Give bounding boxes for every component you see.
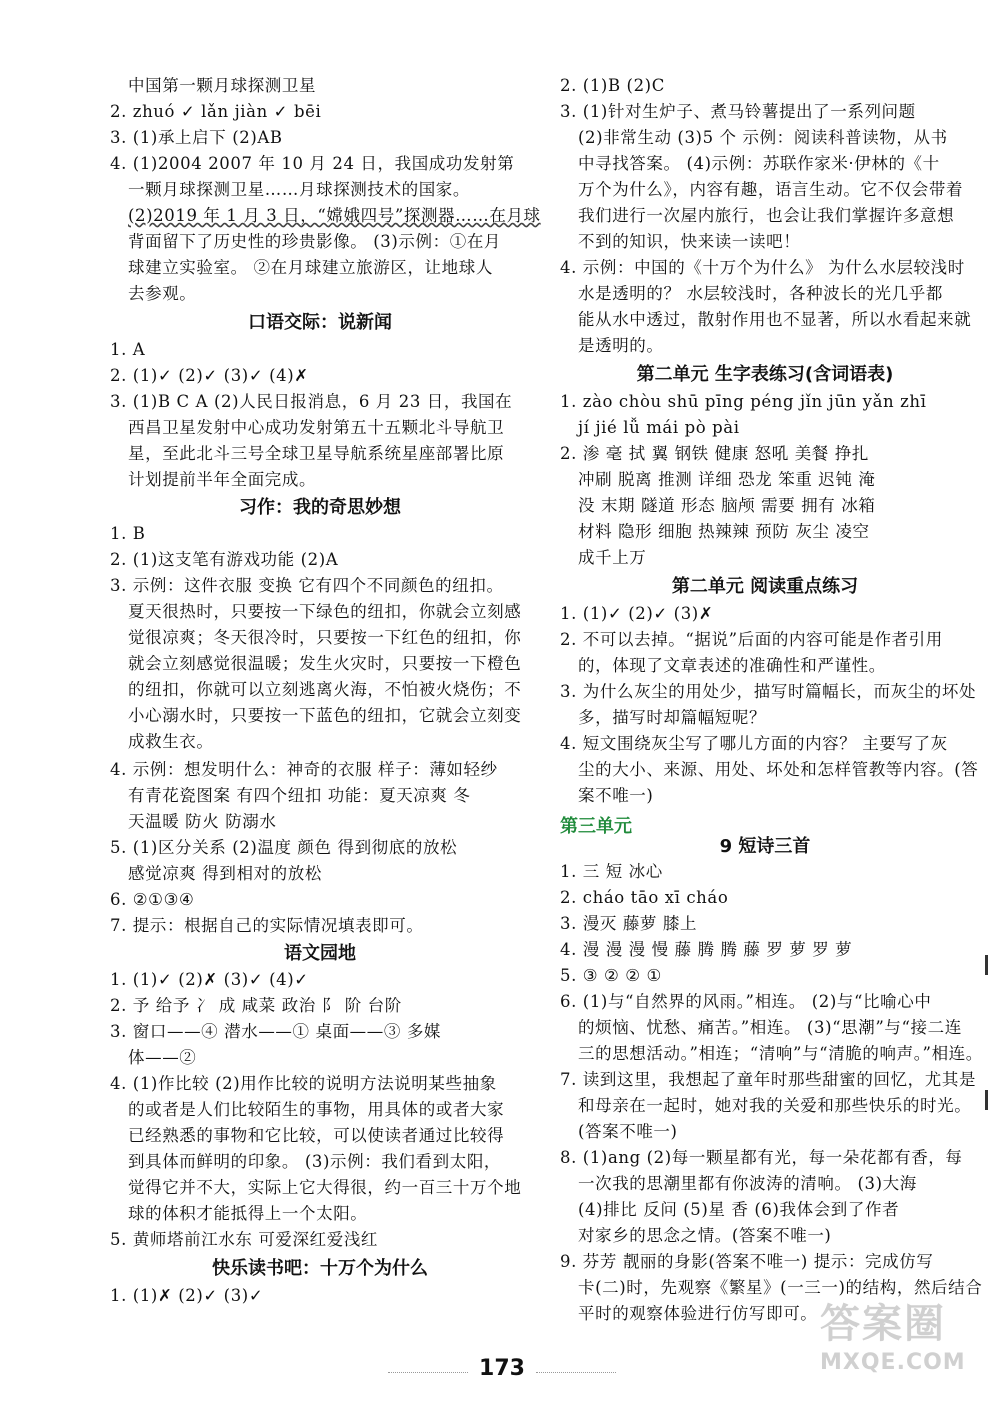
text-line: 是透明的。 bbox=[578, 336, 664, 355]
text-line: 去参观。 bbox=[128, 284, 197, 303]
text-line: 2. (1)B (2)C bbox=[560, 76, 665, 95]
text-line: 觉得它并不大，实际上它大得很，约一百三十万个地 bbox=[128, 1178, 522, 1197]
text-line: 不到的知识，快来读一读吧！ bbox=[578, 232, 801, 251]
text-line: 和母亲在一起时，她对我的关爱和那些快乐的时光。 bbox=[578, 1096, 972, 1115]
binding-mark bbox=[985, 1090, 988, 1110]
text-line: 8. (1)ang (2)每一颗星都有光，每一朵花都有香，每 bbox=[560, 1148, 963, 1167]
text-line: 3. 示例：这件衣服 变换 它有四个不同颜色的纽扣。 bbox=[110, 576, 504, 595]
text-line: 计划提前半年全面完成。 bbox=[128, 470, 317, 489]
text-line: 1. A bbox=[110, 340, 146, 359]
section-heading: 9 短诗三首 bbox=[719, 836, 811, 857]
text-line: 没 末期 隧道 形态 脑颅 需要 拥有 冰箱 bbox=[578, 496, 876, 515]
text-line: 夏天很热时，只要按一下绿色的纽扣，你就会立刻感 bbox=[128, 602, 522, 621]
text-line: 西昌卫星发射中心成功发射第五十五颗北斗导航卫 bbox=[128, 418, 505, 437]
text-line: 3. (1)针对生炉子、煮马铃薯提出了一系列问题 bbox=[560, 102, 916, 121]
text-line: 5. (1)区分关系 (2)温度 颜色 得到彻底的放松 bbox=[110, 838, 458, 857]
text-line: 万个为什么》，内容有趣，语言生动。它不仅会带着 bbox=[578, 180, 964, 199]
text-line: 7. 读到这里，我想起了童年时那些甜蜜的回忆，尤其是 bbox=[560, 1070, 977, 1089]
watermark-url: MXQE.COM bbox=[820, 1350, 966, 1375]
text-line: 有青花瓷图案 有四个纽扣 功能：夏天凉爽 冬 bbox=[128, 786, 471, 805]
text-line: 一颗月球探测卫星……月球探测技术的国家。 bbox=[128, 180, 470, 199]
text-line: 4. 示例：想发明什么：神奇的衣服 样子：薄如轻纱 bbox=[110, 760, 498, 779]
text-line: 9. 芬芳 靓丽的身影(答案不唯一) 提示：完成仿写 bbox=[560, 1252, 934, 1271]
text-line: 1. (1)✓ (2)✗ (3)✓ (4)✓ bbox=[110, 970, 309, 989]
text-line: 球的体积才能抵得上一个太阳。 bbox=[128, 1204, 368, 1223]
text-line: 就会立刻感觉很温暖；发生火灾时，只要按一下橙色 bbox=[128, 654, 522, 673]
text-line: 3. 漫灭 藤萝 膝上 bbox=[560, 914, 698, 933]
text-line: 的纽扣，你就可以立刻逃离火海，不怕被火烧伤；不 bbox=[128, 680, 522, 699]
text-line: 案不唯一) bbox=[578, 786, 654, 805]
text-line: 觉很凉爽；冬天很冷时，只要按一下红色的纽扣，你 bbox=[128, 628, 522, 647]
text-line: (答案不唯一) bbox=[578, 1122, 678, 1141]
text-line: 1. (1)✓ (2)✓ (3)✗ bbox=[560, 604, 714, 623]
text-line: 的或者是人们比较陌生的事物，用具体的或者大家 bbox=[128, 1100, 505, 1119]
text-line: 2. cháo tāo xī cháo bbox=[560, 888, 729, 907]
text-line: 成救生衣。 bbox=[128, 732, 214, 751]
text-line: 天温暖 防火 防溺水 bbox=[128, 812, 277, 831]
text-line: 2. (1)✓ (2)✓ (3)✓ (4)✗ bbox=[110, 366, 309, 385]
watermark-logo-text: 答案圈 bbox=[820, 1301, 946, 1347]
text-line: 平时的观察体验进行仿写即可。 bbox=[578, 1304, 818, 1323]
text-line: 3. 窗口——④ 潜水——① 桌面——③ 多媒 bbox=[110, 1022, 442, 1041]
text-line: 3. (1)B C A (2)人民日报消息，6 月 23 日，我国在 bbox=[110, 392, 513, 411]
section-heading: 口语交际：说新闻 bbox=[248, 312, 392, 333]
unit-label: 第三单元 bbox=[560, 816, 632, 837]
text-line: 三的思想活动。”相连；“清响”与“清脆的响声。”相连。 bbox=[578, 1044, 983, 1063]
text-line: 对家乡的思念之情。(答案不唯一) bbox=[578, 1226, 832, 1245]
text-line: 4. 示例：中国的《十万个为什么》 为什么水层较浅时 bbox=[560, 258, 965, 277]
binding-mark bbox=[985, 955, 988, 975]
text-line: 冲刷 脱离 推测 详细 恐龙 笨重 迟钝 淹 bbox=[578, 470, 876, 489]
page-number: 173 bbox=[479, 1356, 525, 1381]
text-line: 5. ③ ② ② ① bbox=[560, 966, 662, 985]
text-line: 背面留下了历史性的珍贵影像。 (3)示例：①在月 bbox=[128, 232, 502, 251]
text-line: 2. 不可以去掉。“据说”后面的内容可能是作者引用 bbox=[560, 630, 943, 649]
text-line: 2. (1)这支笔有游戏功能 (2)A bbox=[110, 550, 339, 569]
text-line: 尘的大小、来源、用处、坏处和怎样管教等内容。(答 bbox=[578, 760, 979, 779]
text-line: 2. 予 给予 冫 成 咸菜 政治 阝 阶 台阶 bbox=[110, 996, 402, 1015]
text-line: (2)2019 年 1 月 3 日，“嫦娥四号”探测器……在月球 bbox=[128, 206, 541, 225]
text-line: 的烦恼、忧愁、痛苦。”相连。 (3)“思潮”与“接二连 bbox=[578, 1018, 962, 1037]
section-heading: 习作：我的奇思妙想 bbox=[239, 497, 401, 518]
text-line: 1. (1)✗ (2)✓ (3)✓ bbox=[110, 1286, 264, 1305]
page-number-rule bbox=[536, 1372, 616, 1373]
text-line: 星，至此北斗三号全球卫星导航系统星座部署比原 bbox=[128, 444, 505, 463]
section-heading: 第二单元 生字表练习(含词语表) bbox=[636, 364, 894, 385]
section-heading: 第二单元 阅读重点练习 bbox=[671, 576, 859, 597]
watermark bbox=[820, 1292, 990, 1392]
text-line: 4. 短文围绕灰尘写了哪儿方面的内容？ 主要写了灰 bbox=[560, 734, 948, 753]
text-line: 到具体而鲜明的印象。 (3)示例：我们看到太阳， bbox=[128, 1152, 502, 1171]
text-line: 4. 漫 漫 漫 慢 藤 腾 腾 藤 罗 萝 罗 萝 bbox=[560, 940, 853, 959]
text-line: 小心溺水时，只要按一下蓝色的纽扣，它就会立刻变 bbox=[128, 706, 522, 725]
text-line: 4. (1)2004 2007 年 10 月 24 日，我国成功发射第 bbox=[110, 154, 515, 173]
text-line: 感觉凉爽 得到相对的放松 bbox=[128, 864, 322, 883]
page-number-rule bbox=[388, 1372, 468, 1373]
text-line: 2. zhuó ✓ lǎn jiàn ✓ bēi bbox=[110, 102, 322, 121]
text-line: 6. ②①③④ bbox=[110, 890, 195, 909]
text-line: 能从水中透过，散射作用也不显著，所以水看起来就 bbox=[578, 310, 972, 329]
text-line: 1. B bbox=[110, 524, 146, 543]
text-line: 我们进行一次屋内旅行，也会让我们掌握许多意想 bbox=[578, 206, 955, 225]
text-line: 体——② bbox=[128, 1048, 197, 1067]
text-line: 中国第一颗月球探测卫星 bbox=[128, 76, 317, 95]
text-line: 6. (1)与“自然界的风雨。”相连。 (2)与“比喻心中 bbox=[560, 992, 932, 1011]
text-line: 卡(二)时，先观察《繁星》(一三一)的结构，然后结合 bbox=[578, 1278, 983, 1297]
text-line: 的，体现了文章表述的准确性和严谨性。 bbox=[578, 656, 886, 675]
text-line: 1. 三 短 冰心 bbox=[560, 862, 663, 881]
text-line: 1. zào chòu shū pīng péng jǐn jūn yǎn zhī bbox=[560, 392, 927, 411]
text-line: 水是透明的？ 水层较浅时，各种波长的光几乎都 bbox=[578, 284, 943, 303]
text-line: 一次我的思潮里都有你波涛的清响。 (3)大海 bbox=[578, 1174, 917, 1193]
text-line: jí jié lǚ mái pò pài bbox=[578, 418, 740, 437]
text-line: 已经熟悉的事物和它比较，可以使读者通过比较得 bbox=[128, 1126, 505, 1145]
text-line: 5. 黄师塔前江水东 可爱深红爱浅红 bbox=[110, 1230, 379, 1249]
text-line: (2)非常生动 (3)5 个 示例：阅读科普读物，从书 bbox=[578, 128, 948, 147]
text-line: 多，描写时却篇幅短呢？ bbox=[578, 708, 767, 727]
text-line: 成千上万 bbox=[578, 548, 647, 567]
text-line: (4)排比 反问 (5)星 香 (6)我体会到了作者 bbox=[578, 1200, 900, 1219]
section-heading: 语文园地 bbox=[284, 943, 356, 964]
text-line: 3. (1)承上启下 (2)AB bbox=[110, 128, 283, 147]
section-heading: 快乐读书吧：十万个为什么 bbox=[212, 1258, 428, 1279]
text-line: 材料 隐形 细胞 热辣辣 预防 灰尘 凌空 bbox=[578, 522, 870, 541]
text-line: 中寻找答案。 (4)示例：苏联作家米·伊林的《十 bbox=[578, 154, 940, 173]
text-line: 7. 提示：根据自己的实际情况填表即可。 bbox=[110, 916, 424, 935]
text-line: 4. (1)作比较 (2)用作比较的说明方法说明某些抽象 bbox=[110, 1074, 497, 1093]
text-line: 3. 为什么灰尘的用处少，描写时篇幅长，而灰尘的坏处 bbox=[560, 682, 977, 701]
text-line: 球建立实验室。 ②在月球建立旅游区，让地球人 bbox=[128, 258, 493, 277]
text-line: 2. 渗 毫 拭 翼 钢铁 健康 怒吼 美餐 挣扎 bbox=[560, 444, 869, 463]
